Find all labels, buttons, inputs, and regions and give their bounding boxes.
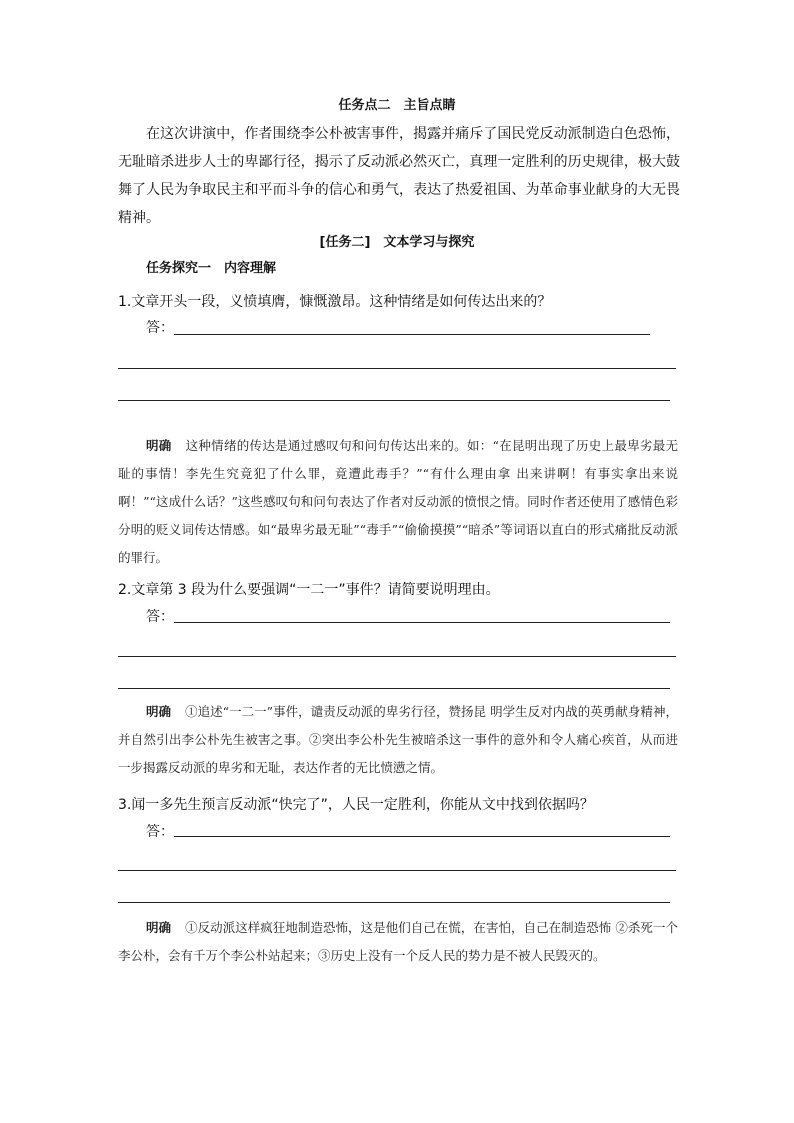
task-title: [任务二] 文本学习与探究 [319,235,475,250]
answer-line[interactable] [118,902,670,903]
answer-label: 答： [146,320,174,336]
explanation-label: 明确 [146,704,172,719]
answer-line[interactable] [118,400,670,401]
answer-line[interactable] [118,688,670,689]
answer-line[interactable] [118,870,676,871]
explanation-text: 这种情绪的传达是通过感叹句和问句传达出来的。如：“在昆明出现了历史上最卑劣最无耻的事情！李先生究竟犯了什么罪，竟遭此毒手？”“有什么理由拿 出来讲啊！有事实拿出来说啊！”“这成什么话？”这些感叹句和问句表达了作者对反动派的愤恨之情。同时作者还使用了感情色彩分明的贬义词传达情感。如“最卑劣最无耻”“毒手”“偷偷摸摸”“暗杀”等词语以直白的形式痛批反动派的罪行。 [118,438,678,565]
explanation-label: 明确 [146,920,172,935]
answer-label: 答： [146,824,174,840]
subsection-title: 任务探究一 内容理解 [146,261,277,276]
task-point-title: 任务点二 主旨点睛 [338,98,456,113]
question-3: 3.闻一多先生预言反动派“快完了”，人民一定胜利，你能从文中找到依据吗？ [118,797,594,813]
explanation-1 [118,432,678,572]
explanation-text: ①反动派这样疯狂地制造恐怖，这是他们自己在慌，在害怕，自己在制造恐怖 ②杀死一个李公朴，会有千万个李公朴站起来；③历史上没有一个反人民的势力是不被人民毁灭的。 [118,920,678,963]
question-1: 1.文章开头一段，义愤填膺，慷慨激昂。这种情绪是如何传达出来的？ [118,294,552,310]
answer-line[interactable] [118,656,676,657]
answer-line[interactable] [174,334,650,335]
answer-label: 答： [146,609,174,625]
theme-paragraph: 在这次讲演中，作者围绕李公朴被害事件，揭露并痛斥了国民党反动派制造白色恐怖，无耻暗杀进步人士的卑鄙行径，揭示了反动派必然灭亡，真理一定胜利的历史规律，极大鼓舞了人民为争取民主和平而斗争的信心和勇气，表达了热爱祖国、为革命事业献身的大无畏精神。 [118,126,680,226]
answer-line[interactable] [174,622,670,623]
answer-line[interactable] [174,836,670,837]
explanation-3 [118,914,678,970]
explanation-2 [118,698,678,782]
explanation-text: ①追述“一二一”事件，谴责反动派的卑劣行径，赞扬昆 明学生反对内战的英勇献身精神，并自然引出李公朴先生被害之事。②突出李公朴先生被暗杀这一事件的意外和令人痛心疾首，从而进一步揭露反动派的卑劣和无耻，表达作者的无比愤懑之情。 [118,704,678,775]
explanation-label: 明确 [146,438,172,453]
answer-line[interactable] [118,368,676,369]
question-2: 2.文章第 3 段为什么要强调“一二一”事件？请简要说明理由。 [118,582,500,598]
